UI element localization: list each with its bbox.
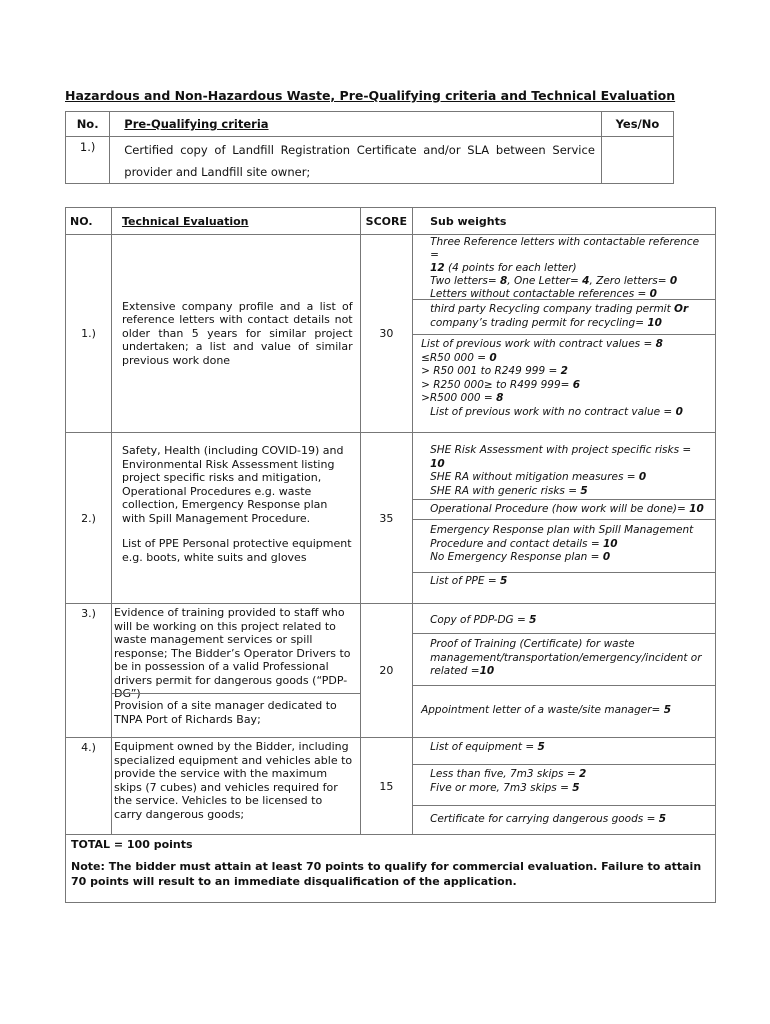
- row1-divider-1: [413, 299, 715, 300]
- row1-a-text5: , Zero letters=: [589, 275, 670, 287]
- row1-a-text3: Two letters=: [430, 275, 500, 287]
- tech-eval-table: [65, 207, 716, 903]
- row1-b-text1: third party Recycling company trading permit: [430, 303, 675, 315]
- row2-d-v1: 5: [499, 575, 508, 587]
- row1-b-or: Or: [674, 303, 689, 315]
- row2-d-text1: List of PPE =: [430, 575, 500, 587]
- row4-divider-2: [413, 805, 715, 806]
- total-cell: [66, 835, 716, 903]
- row2-score: 35: [360, 433, 412, 604]
- row2-sub-d: [430, 575, 709, 587]
- row2-a-text1: SHE Risk Assessment with project specific risks =: [430, 444, 692, 456]
- row2-c-text2: No Emergency Response plan =: [430, 551, 603, 563]
- row4-b-text2: Five or more, 7m3 skips =: [430, 781, 573, 794]
- row1-c-v3: 2: [560, 365, 568, 378]
- row3-b-v1: 10: [479, 665, 495, 677]
- row1-text: Extensive company profile and a list of reference letters with contact details not older than 5 years for similar project undertaken; a list and value of similar previous work done: [111, 235, 360, 433]
- prequal-row-no: 1.): [66, 137, 110, 184]
- row4-a-text1: List of equipment =: [430, 741, 538, 753]
- prequal-row-text: [110, 137, 602, 184]
- row2-c-v2: 0: [602, 551, 611, 563]
- row3-text-1: Evidence of training provided to staff who will be working on this project related to waste management services or spill response; The Bidder’s Operator Drivers to be in possession of a valid Professional drivers permit for dangerous goods (“PDP-DG”): [113, 606, 351, 700]
- row2-c-v1: 10: [602, 537, 618, 550]
- row1-a-v5: 0: [649, 288, 657, 300]
- row3-c-v1: 5: [663, 704, 671, 716]
- row2-a-v2: 0: [638, 471, 647, 483]
- row2-a-text3: SHE RA with generic risks =: [430, 484, 581, 497]
- row4-b-v1: 2: [579, 768, 587, 780]
- row2-a-v3: 5: [580, 484, 588, 497]
- row1-score: 30: [360, 235, 412, 433]
- prequal-table: [65, 111, 674, 184]
- qualification-note: Note: The bidder must attain at least 70 points to qualify for commercial evaluation. Failure to attain 70 points will result to an immediate disqualification of the application.: [71, 860, 702, 888]
- row1-a-v3: 4: [582, 275, 590, 287]
- prequal-yesno-cell[interactable]: [601, 137, 673, 184]
- row1-c-text3: > R50 001 to R249 999 =: [421, 365, 561, 378]
- row4-sub-c: [430, 813, 709, 825]
- row1-sub-b: [430, 302, 709, 330]
- row4-c-text1: Certificate for carrying dangerous goods =: [430, 813, 659, 825]
- prequal-header-no: No.: [66, 112, 110, 137]
- row3-sub-c: [421, 704, 709, 716]
- row1-subweights: [413, 235, 716, 433]
- row1-no: 1.): [66, 235, 112, 433]
- row1-a-text6: Letters without contactable references =: [430, 288, 650, 300]
- prequal-line-2: provider and Landfill site owner;: [124, 165, 311, 179]
- row4-score: 15: [360, 738, 412, 835]
- page-title: Hazardous and Non-Hazardous Waste, Pre-Qualifying criteria and Technical Evaluation: [65, 88, 676, 103]
- row3-b-text1: Proof of Training (Certificate) for waste management/transportation/emergency/incident or related =: [430, 638, 702, 677]
- row1-sub-c: [421, 338, 709, 420]
- row4-no: 4.): [66, 738, 112, 835]
- row2-c-text1: Emergency Response plan with Spill Management Procedure and contact details =: [430, 524, 694, 550]
- row2-a-text2: SHE RA without mitigation measures =: [430, 471, 639, 483]
- row4-text: Equipment owned by the Bidder, including specialized equipment and vehicles able to provide the service with the maximum skips (7 cubes) and vehicles required for the service. Vehicles to be licensed to carry dangerous goods;: [111, 738, 360, 835]
- row3-sub-b: [430, 638, 709, 679]
- tech-eval-label: Technical Evaluation: [121, 214, 249, 228]
- row2-b-v1: 10: [689, 503, 704, 515]
- row2-sub-b: [430, 503, 709, 515]
- row2-divider-1: [413, 499, 715, 500]
- tech-header-sub: Sub weights: [413, 208, 716, 235]
- row3-a-v1: 5: [529, 614, 537, 626]
- row2-no: 2.): [66, 433, 112, 604]
- row2-b-text1: Operational Procedure (how work will be done)=: [430, 503, 690, 515]
- total-points: TOTAL = 100 points: [71, 838, 193, 851]
- row3-a-text1: Copy of PDP-DG =: [430, 614, 530, 626]
- row4-c-v1: 5: [658, 813, 667, 825]
- row3-text-2: Provision of a site manager dedicated to TNPA Port of Richards Bay;: [113, 699, 337, 726]
- prequal-criteria-label: Pre-Qualifying criteria: [124, 117, 269, 131]
- row2-sub-c: [430, 524, 709, 565]
- row4-a-v1: 5: [537, 741, 545, 753]
- row2-divider-3: [413, 572, 715, 573]
- row1-a-text2: (4 points for each letter): [444, 262, 577, 274]
- row2-subweights: [413, 433, 716, 604]
- row2-text-2: List of PPE Personal protective equipment e.g. boots, white suits and gloves: [121, 537, 352, 564]
- row3-score: 20: [360, 604, 412, 738]
- prequal-line-1: Certified copy of Landfill Registration Certificate and/or SLA between Service: [124, 143, 595, 157]
- tech-header-score: SCORE: [360, 208, 412, 235]
- row3-sub-a: [430, 614, 709, 626]
- row1-c-text4: > R250 000≥ to R499 999=: [421, 378, 573, 391]
- row1-sub-a: [430, 236, 709, 301]
- row4-sub-a: [430, 741, 709, 753]
- row1-c-text5: >R500 000 =: [421, 392, 497, 405]
- row3-subweights: [413, 604, 716, 738]
- row3-divider-1: [413, 633, 715, 634]
- row4-sub-b: [430, 768, 709, 795]
- row1-a-text1: Three Reference letters with contactable reference =: [430, 236, 700, 261]
- tech-header-no: NO.: [66, 208, 112, 235]
- row1-c-v6: 0: [675, 405, 683, 418]
- row2-sub-a: [430, 444, 709, 498]
- row2-divider-2: [413, 519, 715, 520]
- row1-a-v4: 0: [669, 275, 678, 287]
- row3-eval-divider: [112, 693, 360, 694]
- row2-text: [111, 433, 360, 604]
- row3-c-text1: Appointment letter of a waste/site manager=: [421, 704, 664, 716]
- row1-c-text6: List of previous work with no contract value =: [430, 405, 676, 418]
- row3-no: 3.): [66, 604, 112, 738]
- row1-a-text4: , One Letter=: [507, 275, 583, 287]
- row2-text-1: Safety, Health (including COVID-19) and Environmental Risk Assessment listing project specific risks and mitigation, Operational Procedures e.g. waste collection, Emergency Response plan with Spill Management Procedure.: [121, 444, 344, 525]
- row4-b-v2: 5: [572, 781, 580, 794]
- row3-divider-2: [413, 685, 715, 686]
- row4-divider-1: [413, 764, 715, 765]
- row1-b-value: 10: [647, 317, 662, 329]
- row3-text: [111, 604, 360, 738]
- row1-c-v2: 0: [489, 351, 497, 364]
- row1-c-text2: ≤R50 000 =: [421, 351, 490, 364]
- row1-c-v5: 8: [496, 392, 504, 405]
- prequal-header-criteria: [110, 112, 602, 137]
- row2-a-v1: 10: [430, 457, 445, 470]
- row4-subweights: [413, 738, 716, 835]
- prequal-header-yesno: Yes/No: [601, 112, 673, 137]
- row1-c-v1: 8: [655, 338, 663, 350]
- row1-c-text1: List of previous work with contract values =: [421, 338, 656, 350]
- row1-c-v4: 6: [572, 378, 581, 391]
- row1-a-v2: 8: [499, 275, 508, 287]
- tech-header-eval: [111, 208, 360, 235]
- row1-a-value: 12: [430, 262, 445, 274]
- row4-b-text1: Less than five, 7m3 skips =: [430, 768, 579, 780]
- row1-divider-2: [413, 334, 715, 335]
- row1-b-text2: company’s trading permit for recycling=: [430, 317, 648, 329]
